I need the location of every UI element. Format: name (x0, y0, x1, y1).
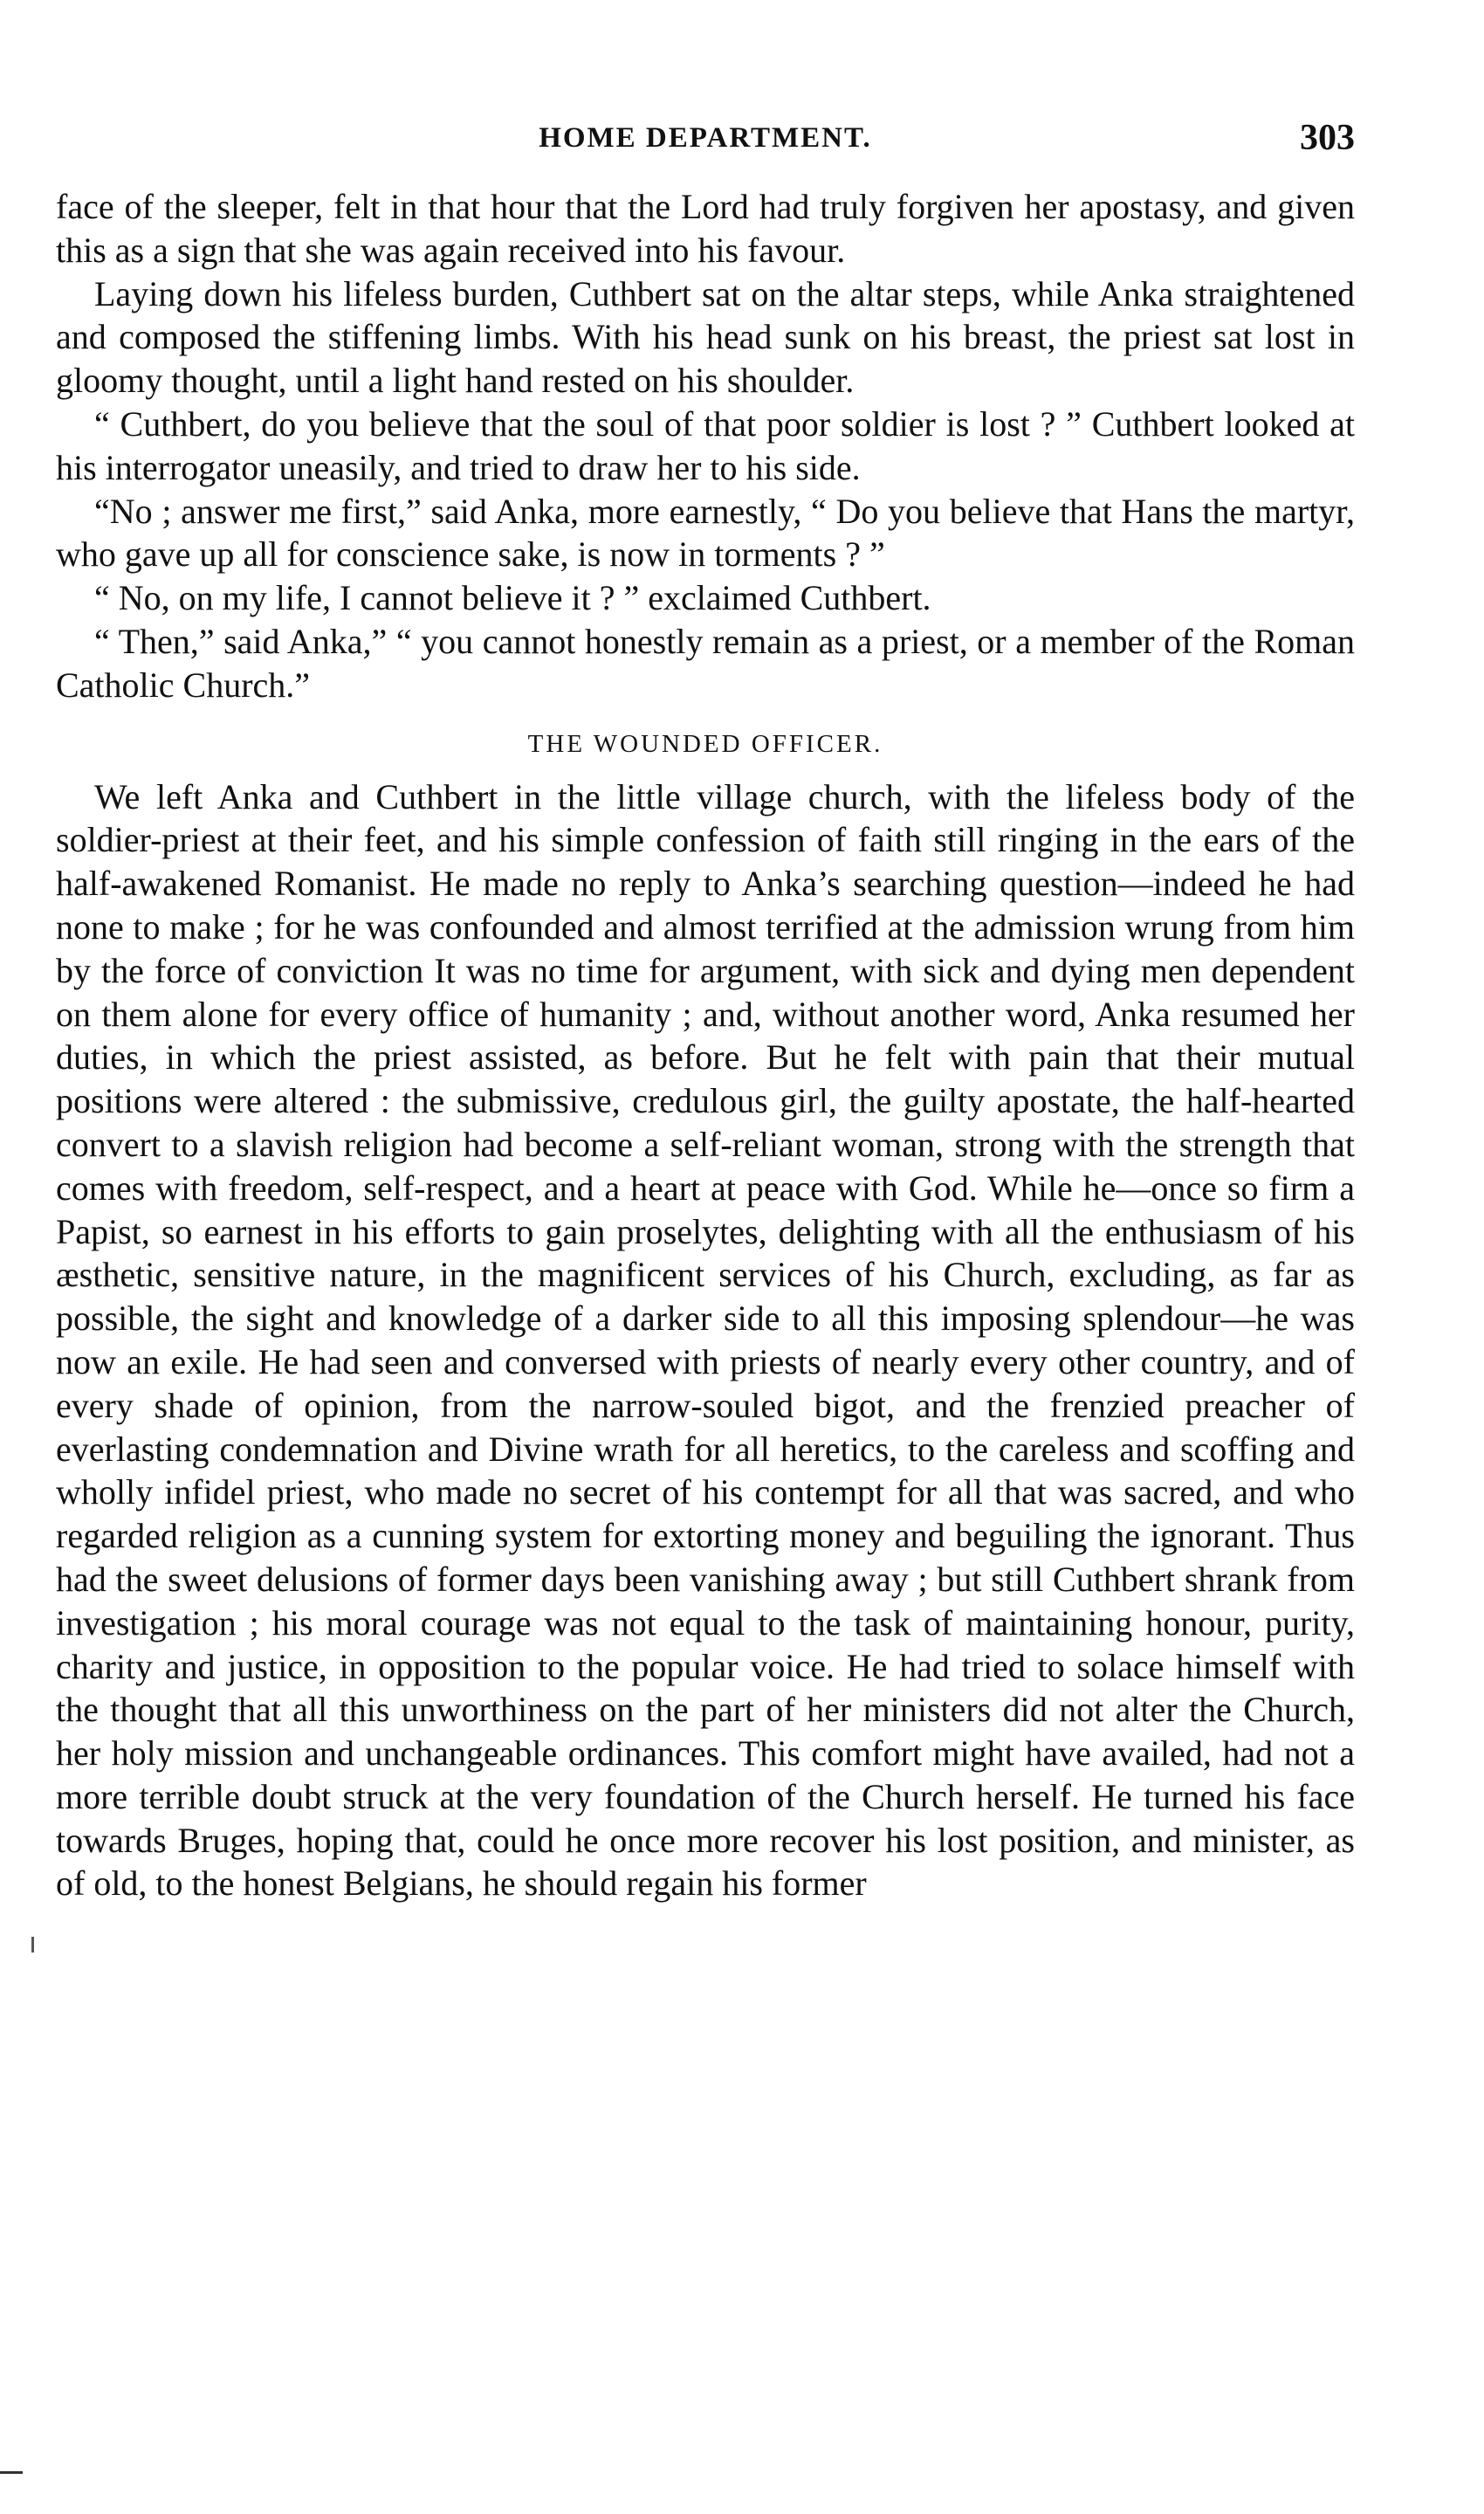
paragraph: “ Cuthbert, do you believe that the soul of that poor soldier is lost ? ” Cuthbert looked at his interrogator uneasily, and tried to draw her to his side. (56, 403, 1355, 487)
paragraph: We left Anka and Cuthbert in the little village church, with the lifeless body of the soldier-priest at their feet, and his simple confession of faith still ringing in the ears of the half-awakened Romanist. He made no reply to Anka’s searching question—indeed he had none to make ; for he was confounded and almost terrified at the admission wrung from him by the force of conviction It was no time for argument, with sick and dying men dependent on them alone for every office of humanity ; and, without another word, Anka resumed her duties, in which the priest assisted, as before. But he felt with pain that their mutual positions were altered : the submissive, credulous girl, the guilty apostate, the half-hearted convert to a slavish religion had become a self-reliant woman, strong with the strength that comes with freedom, self-respect, and a heart at peace with God. While he—once so firm a Papist, so earnest in his efforts to gain proselytes, delighting with all the enthusiasm of his æsthetic, sensitive nature, in the magnificent services of his Church, excluding, as far as possible, the sight and knowledge of a darker side to all this imposing splendour—he was now an exile. He had seen and conversed with priests of nearly every other country, and of every shade of opinion, from the narrow-souled bigot, and the frenzied preacher of everlasting condemnation and Divine wrath for all heretics, to the careless and scoffing and wholly infidel priest, who made no secret of his contempt for all that was sacred, and who regarded religion as a cunning system for extorting money and beguiling the ignorant. Thus had the sweet delusions of former days been vanishing away ; but still Cuthbert shrank from investigation ; his moral courage was not equal to the task of maintaining honour, purity, charity and justice, in opposition to the popular voice. He had tried to solace himself with the thought that all this unworthiness on the part of her ministers did not alter the Church, her holy mission and unchangeable ordinances. This comfort might have availed, had not a more terrible doubt struck at the very foundation of the Church herself. He turned his face towards Bruges, hoping that, could he once more recover his lost position, and minister, as of old, to the honest Belgians, he should regain his former (56, 776, 1355, 1904)
paragraph: “ No, on my life, I cannot believe it ? ” exclaimed Cuthbert. (94, 578, 931, 618)
book-page (56, 114, 1355, 1905)
paragraph: “No ; answer me first,” said Anka, more earnestly, “ Do you believe that Hans the martyr, who gave up all for conscience sake, is now in torments ? ” (56, 491, 1355, 575)
page-number: 303 (1300, 118, 1355, 158)
running-header (56, 114, 1355, 166)
body-text (56, 185, 1355, 1905)
paragraph: Laying down his lifeless burden, Cuthbert sat on the altar steps, while Anka straightened and composed the stiffening limbs. With his head sunk on his breast, the priest sat lost in gloomy thought, until a light hand rested on his shoulder. (56, 273, 1355, 401)
section-heading: THE WOUNDED OFFICER. (527, 729, 883, 758)
bottom-rule (0, 2471, 23, 2474)
paragraph: face of the sleeper, felt in that hour that the Lord had truly forgiven her apostasy, and given this as a sign that she was again received into his favour. (56, 187, 1355, 270)
margin-mark (31, 1937, 34, 1953)
paragraph: “ Then,” said Anka,” “ you cannot honestly remain as a priest, or a member of the Roman Catholic Church.” (56, 621, 1355, 705)
running-title: HOME DEPARTMENT. (539, 122, 872, 154)
